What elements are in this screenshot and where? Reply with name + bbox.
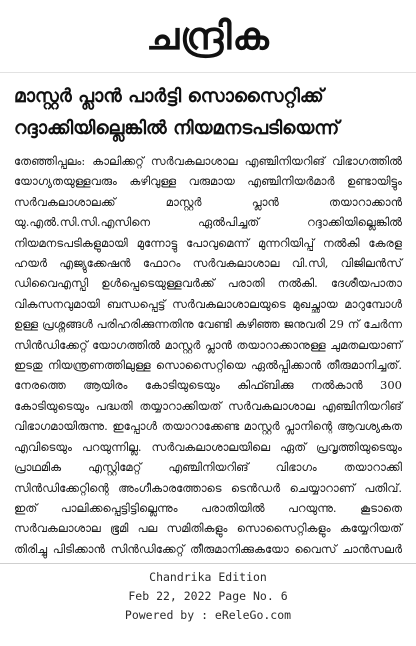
edition-name: Chandrika Edition [149,570,267,584]
powered-by-text: Powered by : eReleGo.com [124,608,292,622]
headline-line-1: മാസ്റ്റർ പ്ലാൻ പാർട്ടി സൊസൈറ്റിക്ക് [14,86,324,107]
edition-date-page: Feb 22, 2022 Page No. 6 [128,589,288,603]
newspaper-logo-title: ചന്ദ്രിക [146,13,270,58]
edition-footer [0,564,416,646]
headline-line-2: റദ്ദാക്കിയില്ലെങ്കിൽ നിയമനടപടിയെന്ന് [14,118,340,139]
article-body: തേഞ്ഞിപ്പലം: കാലിക്കറ്റ് സർവകലാശാല എഞ്ചിനിയറിങ് വിഭാഗത്തിൽ യോഗ്യതയുള്ളവരും കഴിവുള്ള വരുമായ എഞ്ചിനിയർമാർ ഉണ്ടായിട്ടും സർവകലാശാലക്ക് മാസ്റ്റർ പ്ലാൻ തയാറാക്കാൻ യു.എൽ.സി.സി.എസിനെ ഏൽപിച്ചത് റദ്ദാക്കിയില്ലെങ്കിൽ നിയമനടപടികളുമായി മുന്നോട്ടു പോവുമെന്ന് മുന്നറിയിപ്പ് നൽകി കേരള ഹയർ എജ്യുക്കേഷൻ ഫോറം സർവകലാശാല വി.സി, വിജിലൻസ് ഡിവൈഎസ്പി ഉൾപ്പെടെയുള്ളവർക്ക് പരാതി നൽകി. ദേശീയപാതാ വികസനവുമായി ബന്ധപ്പെട്ട് സർവകലാശാലയുടെ മുഖച്ഛായ മാറുമ്പോൾ ഉള്ള പ്രശ്നങ്ങൾ പരിഹരിക്കുന്നതിനു വേണ്ടി കഴിഞ്ഞ ജനുവരി 29 ന് ചേർന്ന സിൻഡിക്കേറ്റ് യോഗത്തിൽ മാസ്റ്റർ പ്ലാൻ തയാറാക്കാനുള്ള ചുമതലയാണ് ഇടതു നിയന്ത്രണത്തിലുള്ള സൊസൈറ്റിയെ ഏൽപ്പിക്കാൻ തീരുമാനിച്ചത്. നേരത്തെ ആയിരം കോടിയുടെയും കിഫ്ബിക്കു നൽകാൻ 300 കോടിയുടെയും പദ്ധതി തയ്യാറാക്കിയത് സർവകലാശാല എഞ്ചിനിയറിങ് വിഭാഗമായിരുന്നു. ഇപ്പോൾ തയാറാക്കേണ്ട മാസ്റ്റർ പ്ലാനിന്റെ ആവശ്യകത എവിടെയും പറയുന്നില്ല. സർവകലാശാലയിലെ ഏത് പ്രവൃത്തിയുടെയും പ്രാഥമിക എസ്റ്റിമേറ്റ് എഞ്ചിനിയറിങ് വിഭാഗം തയാറാക്കി സിൻഡിക്കേറ്റിന്റെ അംഗീകാരത്തോടെ ടെൻഡർ ചെയ്യാറാണ് പതിവ്. ഇത് പാലിക്കപ്പെട്ടിട്ടില്ലെന്നും പരാതിയിൽ പറയുന്നു. കൂടാതെ സർവകലാശാല ഭൂമി പല സമിതികളും സൊസൈറ്റികളും കയ്യേറിയത് തിരിച്ചു പിടിക്കാൻ സിൻഡിക്കേറ്റ് തീരുമാനിക്കുകയോ വൈസ് ചാൻസലർ [14,154,402,556]
article-headline [0,73,416,145]
masthead [0,0,416,73]
